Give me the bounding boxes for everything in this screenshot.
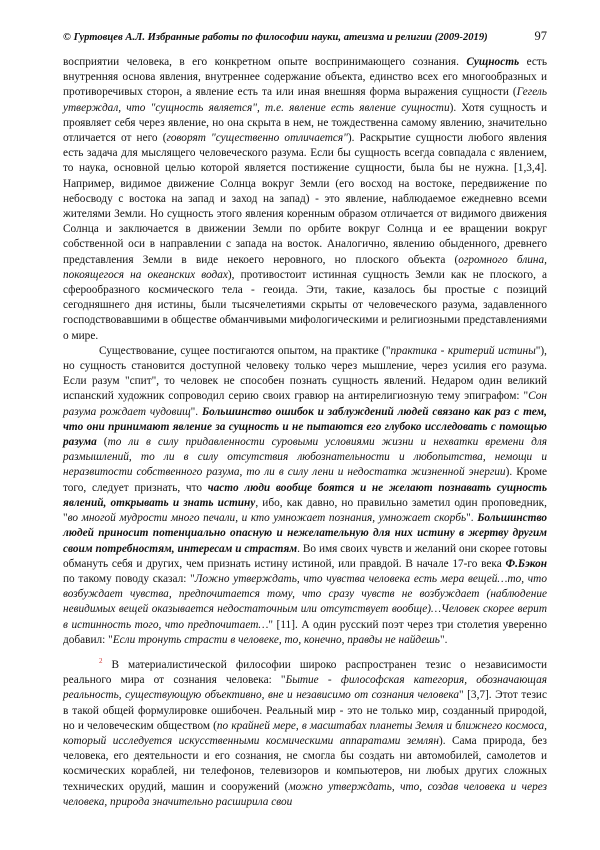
- header-title: © Гуртовцев А.Л. Избранные работы по философии науки, атеизма и религии (2009-2019): [63, 32, 488, 43]
- footnote-marker: 2: [99, 657, 103, 666]
- page-number: 97: [534, 29, 547, 43]
- page-body: [63, 55, 547, 810]
- paragraph-2: Существование, сущее постигаются опытом, на практике ("практика - критерий истины"), но сущность становится доступной человеку только через мышление, через усилия его разума. Если разум "спит", то человек не способен познать сущность явлений. Недаром один великий испанский художник сопроводил серию своих гравюр на антирелигиозную тему эпиграфом: "Сон разума рождает чудовищ". Большинство ошибок и заблуждений людей связано как раз с тем, что они принимают явление за сущность и не пытаются его глубоко исследовать с помощью разума (то ли в силу придавленности суровыми условиями жизни и нехватки времени для размышлений, то ли в силу отсутствия любознательности и любопытства, немощи и неразвитости собственного разума, то ли в силу лени и недостатка жизненной энергии). Кроме того, следует признать, что часто люди вообще боятся и не желают познавать сущность явлений, открывать и знать истину, ибо, как давно, но правильно заметил один проповедник, "во многой мудрости много печали, и кто умножает познания, умножает скорбь". Большинство людей приносит потенциально опасную и нежелательную для них истину в жертву другим своим потребностям, интересам и страстям. Во имя своих чувств и желаний они скорее готовы обмануть себя и других, чем признать истину истиной, или правдой. В начале 17-го века Ф.Бэкон по такому поводу сказал: "Ложно утверждать, что чувства человека есть мера вещей…то, что возбуждает чувства, предпочитается тому, что сразу чувств не возбуждает (наблюдение невидимых вещей оказывается недостаточным или отсутствует вообще)…Человек скорее верит в истинность того, что предпочитает…" [11]. А один русский поэт через три столетия уверенно добавил: "Если тронуть страсти в человеке, то, конечно, правды не найдешь".: [63, 344, 548, 646]
- paragraph-3: $^2$ В материалистической философии широко распространен тезис о независимости реального мира от сознания человека: "Бытие - философская категория, обозначающая реальность, существующую объективно, вне и независимо от сознания человека" [3,7]. Этот тезис в такой общей формулировке ошибочен. Реальный мир - это не только мир, созданный природой, но и человеческим обществом (по крайней мере, в масштабах планеты Земля и ближнего космоса, который исследуется искусственными космическими аппаратами землян). Сама природа, без человека, его деятельности и его сознания, не смогла бы создать ни автомобилей, самолетов и космических кораблей, ни телефонов, телевизоров и компьютеров, ни любых других сложных технических орудий, машин и сооружений (можно утверждать, что, создав человека и через человека, природа значительно расширила свои: [63, 657, 548, 808]
- paragraph-1: восприятии человека, в его конкретном опыте воспринимающего сознания. Сущность есть внутренняя основа явления, внутреннее содержание объекта, единство всех его многообразных и противоречивых сторон, а явление есть та или иная внешняя форма выражения сущности (Гегель утверждал, что "сущность является", т.е. явление есть явление сущности). Хотя сущность и проявляет себя через явление, но она скрыта в нем, не тождественна самому явлению, значительно отличается от него (говорят "существенно отличается"). Раскрытие сущности любого явления есть задача для мыслящего человеческого разума. Если бы сущность всегда совпадала с явлением, то наука, основной целью которой является постижение сущности, была бы не нужна. [1,3,4]. Например, видимое движение Солнца вокруг Земли (его восход на востоке, передвижение по небосводу с востока на запад и заход на запад) - это явление, наблюдаемое ежедневно всеми жителями Земли. Но сущность этого явления коренным образом отличается от видимого движения Солнца и заключается в движении Земли по орбите вокруг Солнца и ее вращении вокруг собственной оси в направлении с запада на восток. Аналогично, явлению обыденного, древнего представления Земли в виде некоего неровного, но плоского объекта (огромного блина, покоящегося на океанских водах), противостоит истинная сущность Земли как не плоского, а сферообразного космического тела - геоида. Эти, такие, казалось бы простые с позиций сегодняшнего дня истины, были тысячелетиями скрыты от человеческого разума, задавленного господствовавшими в обществе обманчивыми мифологическими и религиозными представлениями о мире.: [63, 56, 547, 342]
- running-header: [63, 30, 547, 50]
